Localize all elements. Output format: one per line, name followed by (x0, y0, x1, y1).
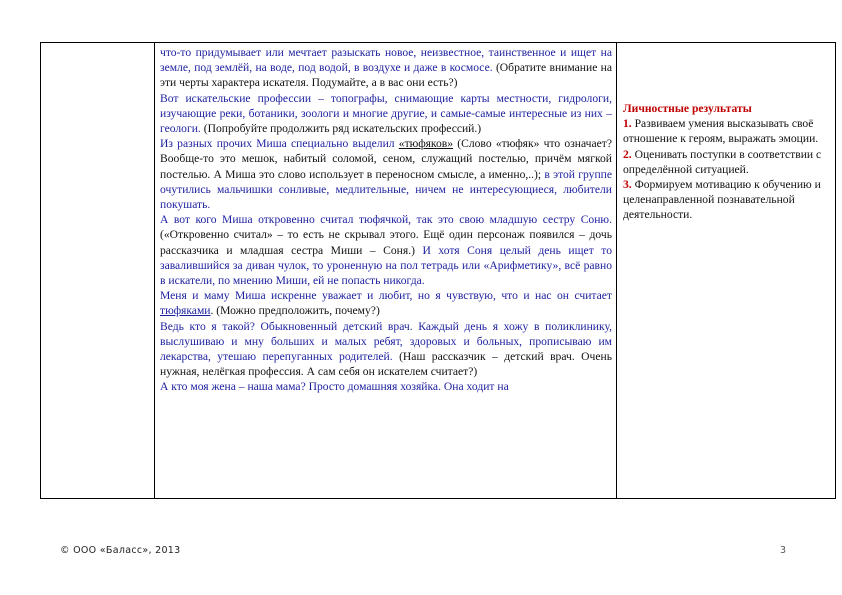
result-number: 1. (623, 117, 632, 131)
lesson-paragraph-1 (160, 45, 612, 91)
result-item (623, 116, 827, 146)
lesson-paragraph-5 (160, 288, 612, 318)
story-text: А вот кого Миша откровенно считал тюфячкой, так это свою младшую сестру Соню. (160, 213, 612, 227)
lesson-content-cell (155, 43, 617, 499)
story-text: Ведь кто я такой? Обыкновенный детский врач. Каждый день я хожу в поликлинику, выслушиваю и мну больших и малых ребят, здоровых и больных, прописываю им лекарства, утешаю перепуганных родителей. (160, 319, 612, 364)
empty-stage-cell (41, 43, 155, 499)
result-text: Формируем мотивацию к обучению и целенаправленной познавательной деятельности. (623, 178, 821, 222)
results-cell (617, 43, 836, 499)
result-text: Развиваем умения высказывать своё отношение к героям, выражать эмоции. (623, 117, 819, 146)
teacher-comment: («Откровенно считал» – то есть не скрывал этого. Ещё один персонаж появился – дочь рассказчика и младшая сестра Миши – Соня.) (160, 228, 612, 257)
story-text: что-то придумывает или мечтает разыскать новое, неизвестное, таинственное и ищет на земле, под землёй, на воде, под водой, в воздухе и даже в космосе. (160, 46, 612, 75)
page-number: 3 (780, 545, 787, 556)
teacher-comment: (Наш рассказчик – детский врач. Очень нужная, нелёгкая профессия. А сам себя он искателем считает?) (160, 350, 613, 379)
underlined-word: «тюфяков» (398, 137, 454, 151)
result-item (623, 147, 827, 177)
story-text: Из разных прочих Миша специально выделил (160, 137, 399, 151)
lesson-paragraph-6 (160, 319, 612, 380)
teacher-comment: . (Можно предположить, почему?) (210, 304, 380, 318)
lesson-text (155, 43, 616, 498)
personal-results (617, 43, 835, 223)
story-text: в этой группе очутились мальчишки сонливые, медлительные, ничем не интересующиеся, любители покушать. (160, 167, 613, 212)
story-text: Вот искательские профессии – топографы, снимающие карты местности, гидрологи, изучающие реки, ботаники, зоологи и многие другие, и самые-самые интересные из них – геологи. (160, 91, 612, 136)
lesson-paragraph-4 (160, 212, 612, 288)
lesson-paragraph-2 (160, 91, 612, 137)
story-text: Меня и маму Миша искренне уважает и любит, но я чувствую, что и нас он считает (160, 289, 612, 303)
result-item (623, 177, 827, 223)
underlined-word: тюфяками (160, 304, 211, 318)
teacher-comment: (Попробуйте продолжить ряд искательских профессий.) (200, 122, 482, 136)
result-text: Оценивать поступки в соответствии с определённой ситуацией. (623, 147, 822, 176)
teacher-comment: (Слово «тюфяк» что означает? Вообще-то это мешок, набитый соломой, сеном, служащий постелью, причём мягкой постелью. А Миша это слово использует в переносном смысле, а именно,..); (160, 137, 612, 181)
lesson-paragraph-7 (160, 379, 612, 394)
lesson-table (40, 42, 836, 499)
story-text: А кто моя жена – наша мама? Просто домашняя хозяйка. Она ходит на (160, 380, 509, 394)
result-number: 3. (623, 178, 632, 192)
teacher-comment: (Обратите внимание на эти черты характера искателя. Подумайте, а в вас они есть?) (160, 61, 612, 90)
results-title: Личностные результаты (623, 102, 752, 115)
copyright-footer: © ООО «Баласс», 2013 (60, 545, 181, 556)
story-text: И хотя Соня целый день ищет то завалившийся за диван чулок, то уроненную на пол тетрадь или «Арифметику», всё равно в искатели, по мнению Миши, ей не попасть никогда. (160, 243, 612, 288)
result-number: 2. (623, 147, 632, 161)
lesson-paragraph-3 (160, 136, 612, 212)
